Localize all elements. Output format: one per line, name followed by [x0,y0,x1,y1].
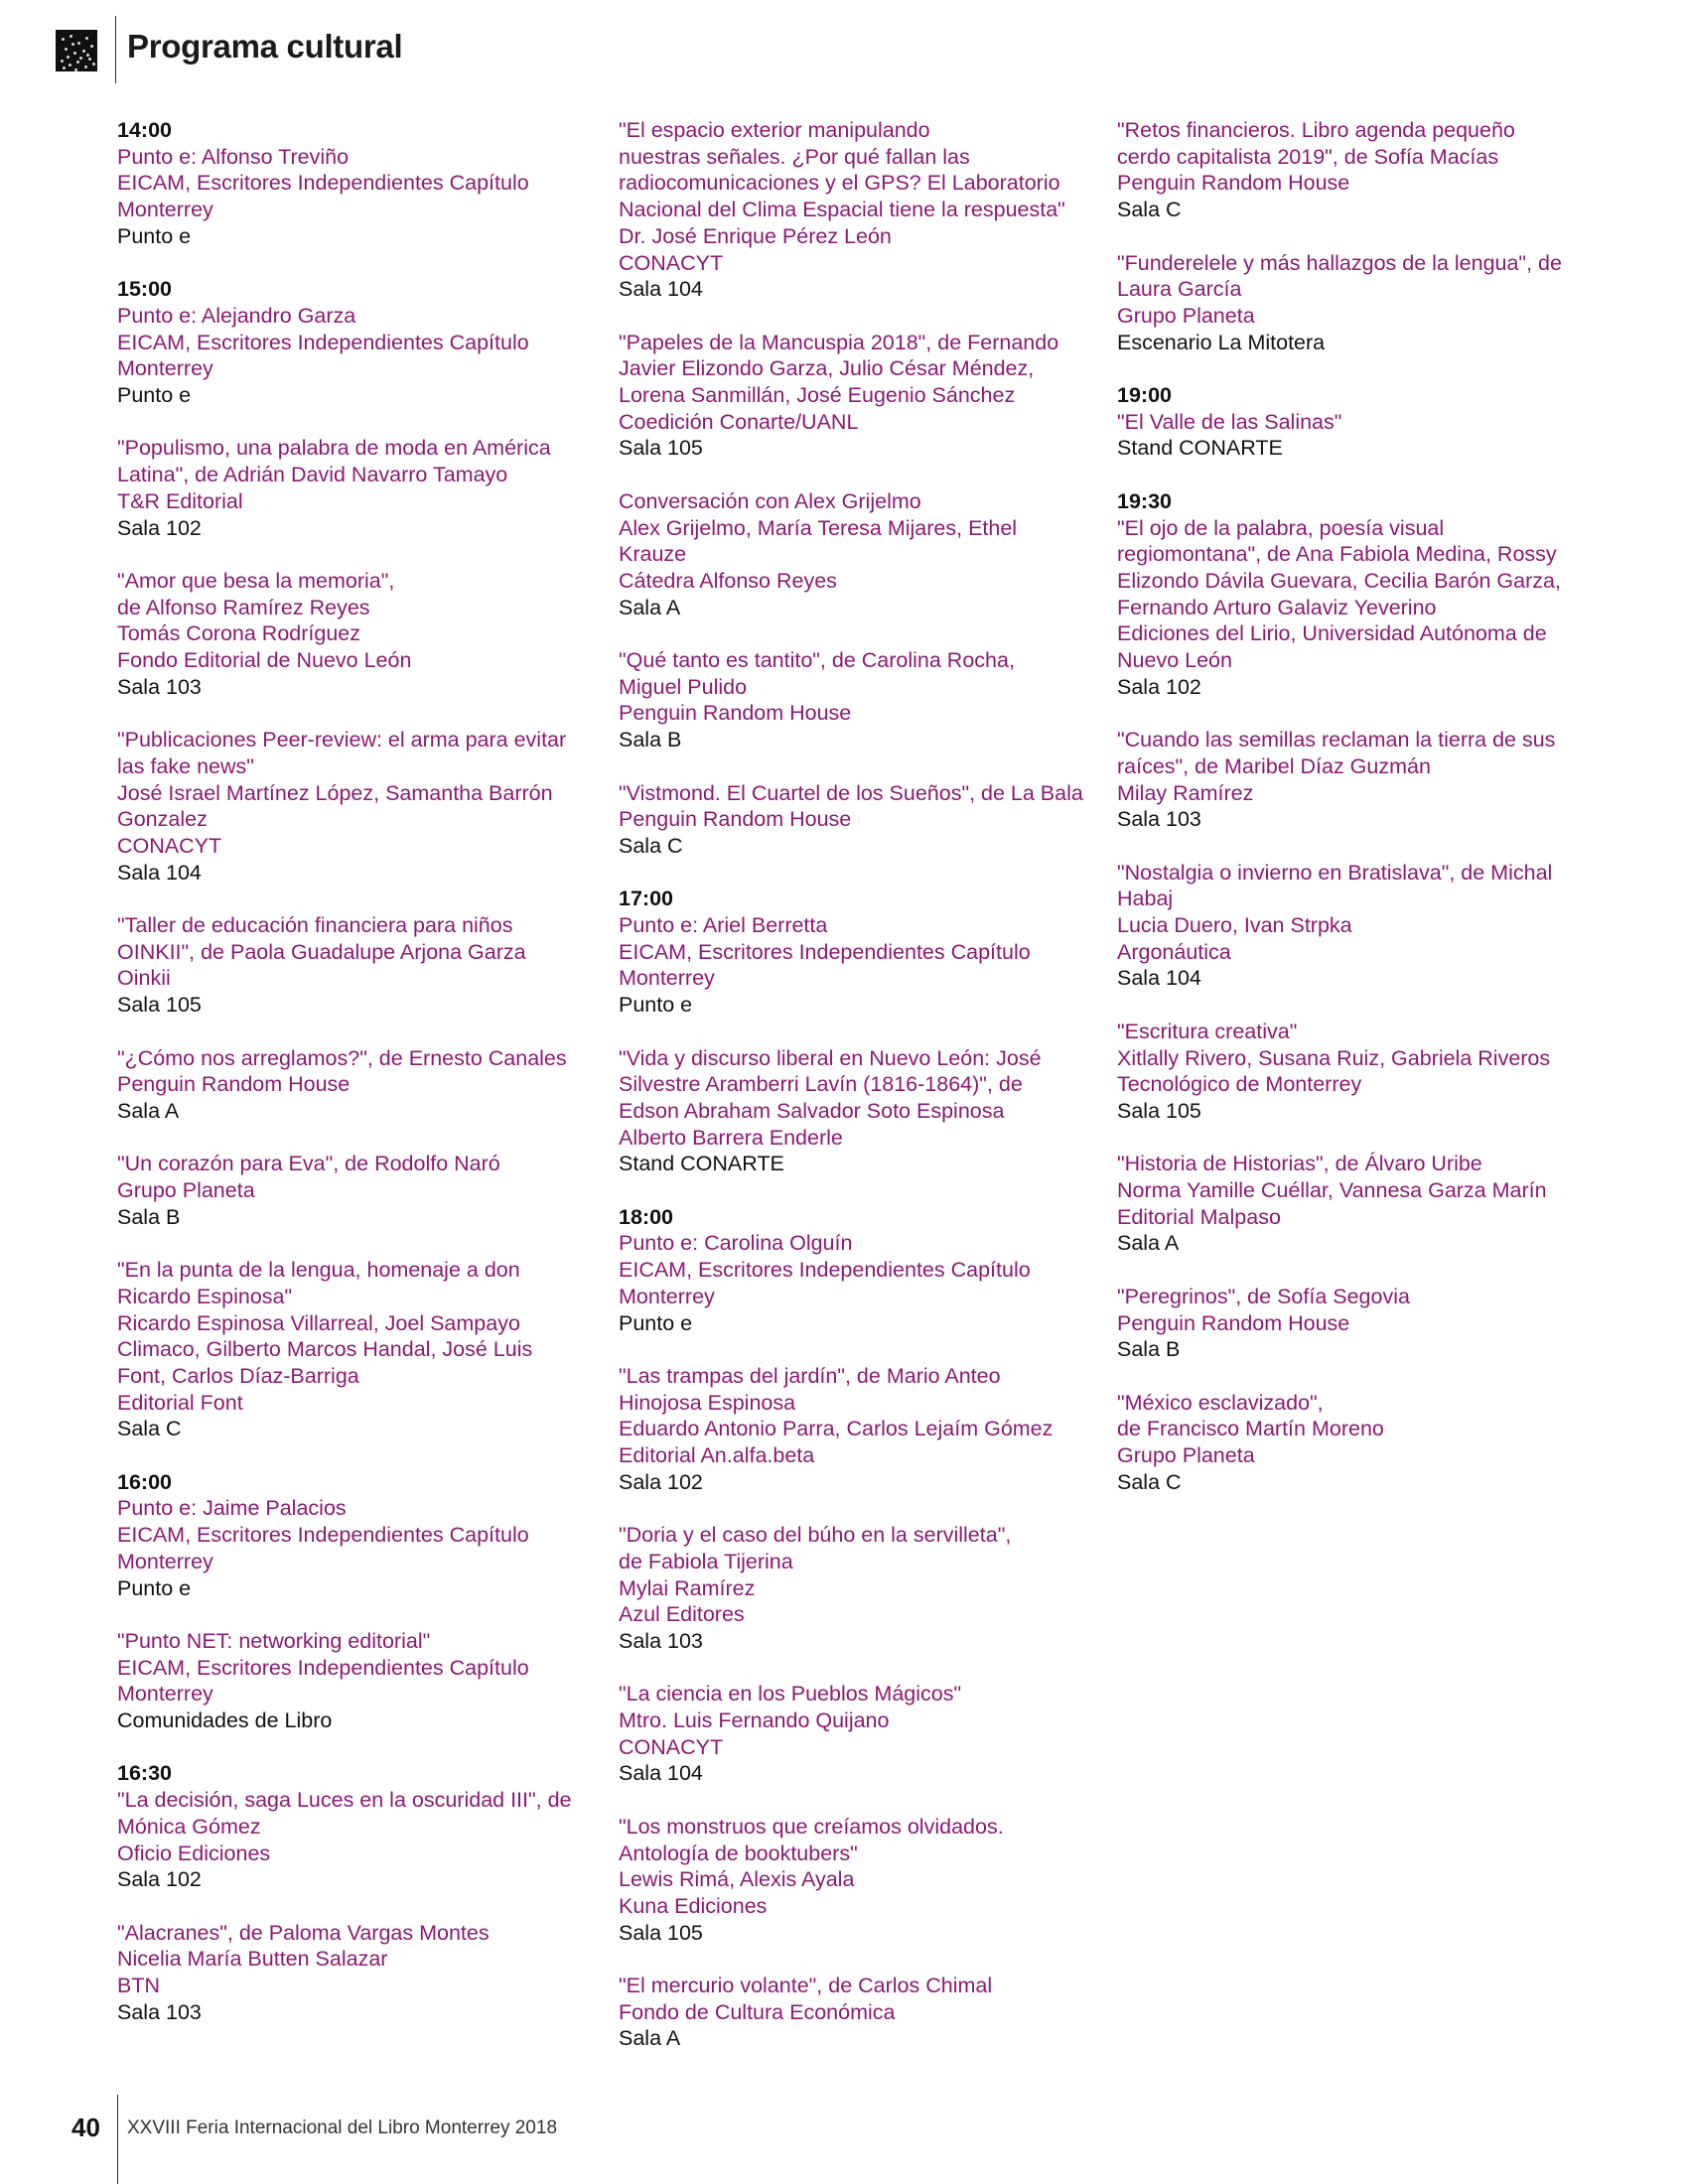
entry-spacer [619,1787,1085,1814]
event-detail: Fernando Arturo Galaviz Yeverino [1117,595,1437,619]
event-detail: nuestras señales. ¿Por qué fallan las [619,144,970,169]
event-entry [1117,250,1584,356]
event-detail: EICAM, Escritores Independientes Capítulo [117,330,529,354]
event-detail: Nacional del Clima Espacial tiene la respuesta" [619,198,1065,222]
footer-event-title: XXVIII Feria Internacional del Libro Monterrey 2018 [127,2117,558,2138]
entry-spacer [1117,1125,1584,1152]
event-entry [117,1920,584,2026]
event-detail: "El ojo de la palabra, poesía visual [1117,515,1445,540]
event-detail: Silvestre Aramberri Lavín (1816-1864)", de [619,1072,1023,1097]
event-detail: cerdo capitalista 2019", de Sofía Macías [1117,144,1499,169]
event-detail: Oficio Ediciones [117,1841,271,1865]
entry-spacer [117,1601,584,1628]
event-detail: Elizondo Dávila Guevara, Cecilia Barón Garza, [1117,568,1561,593]
event-venue: Sala C [1117,198,1182,222]
event-detail: Gonzalez [117,807,208,832]
time-slot-heading: 19:30 [1117,488,1172,513]
event-detail: Lewis Rimá, Alexis Ayala [619,1867,855,1892]
event-entry [117,1469,584,1602]
event-venue: Sala 103 [117,1999,202,2024]
event-detail: "Qué tanto es tantito", de Carolina Rocha, [619,648,1015,673]
event-detail: Punto e: Alfonso Treviño [117,144,350,169]
event-detail: Argonáutica [1117,939,1231,964]
entry-spacer [1117,700,1584,727]
event-venue: Sala 105 [619,1920,703,1945]
event-detail: Ricardo Espinosa Villarreal, Joel Sampayo [117,1310,520,1335]
event-detail: Grupo Planeta [117,1178,255,1203]
event-detail: "Taller de educación financiera para niños [117,913,513,938]
event-detail: Penguin Random House [619,701,852,726]
event-detail: Nicelia María Butten Salazar [117,1947,388,1972]
event-venue: Comunidades de Libro [117,1708,333,1733]
entry-spacer [117,541,584,568]
event-venue: Sala 102 [117,515,202,540]
time-slot-heading: 19:00 [1117,383,1172,407]
event-entry [117,1760,584,1893]
event-detail: Punto e: Ariel Berretta [619,913,828,938]
event-detail: radiocomunicaciones y el GPS? El Laboratorio [619,171,1060,196]
event-detail: "México esclavizado", [1117,1390,1324,1415]
event-detail: Dr. José Enrique Pérez León [619,223,892,248]
event-detail: "¿Cómo nos arreglamos?", de Ernesto Canales [117,1045,567,1070]
event-entry [619,1681,1085,1787]
event-venue: Sala 105 [117,993,202,1018]
event-venue: Sala B [1117,1337,1181,1362]
event-detail: "Un corazón para Eva", de Rodolfo Naró [117,1152,500,1176]
event-detail: Mónica Gómez [117,1814,261,1839]
event-detail: de Fabiola Tijerina [619,1549,793,1573]
fil-logo-icon [56,30,97,71]
event-venue: Stand CONARTE [619,1152,784,1176]
event-detail: EICAM, Escritores Independientes Capítulo [619,939,1031,964]
event-venue: Sala A [1117,1231,1180,1256]
entry-spacer [1117,992,1584,1019]
entry-spacer [1117,462,1584,488]
event-detail: "Escritura creativa" [1117,1019,1298,1043]
event-venue: Sala C [619,833,683,858]
entry-spacer [619,620,1085,647]
event-detail: "Historia de Historias", de Álvaro Uribe [1117,1152,1482,1176]
event-entry [1117,860,1584,993]
entry-spacer [117,1734,584,1761]
event-entry [117,912,584,1019]
event-detail: "Las trampas del jardín", de Mario Anteo [619,1363,1001,1388]
event-entry [117,568,584,701]
event-entry [1117,727,1584,833]
event-detail: Penguin Random House [1117,1310,1350,1335]
event-entry [117,1045,584,1125]
event-detail: T&R Editorial [117,488,243,513]
event-detail: "Retos financieros. Libro agenda pequeño [1117,118,1515,142]
event-venue: Sala 105 [619,436,703,461]
event-detail: CONACYT [117,833,222,858]
event-venue: Sala A [619,2026,681,2051]
event-detail: "Vida y discurso liberal en Nuevo León: José [619,1045,1042,1070]
event-entry [117,1151,584,1230]
event-entry [117,117,584,250]
event-venue: Sala C [117,1417,182,1441]
event-entry [619,488,1085,621]
event-entry [619,1973,1085,2052]
event-detail: Editorial An.alfa.beta [619,1443,815,1468]
event-venue: Punto e [619,1310,693,1335]
entry-spacer [619,1946,1085,1973]
event-detail: Monterrey [117,198,213,222]
event-detail: Grupo Planeta [1117,1443,1255,1468]
event-detail: Penguin Random House [1117,171,1350,196]
time-slot-heading: 17:00 [619,887,673,911]
event-detail: Javier Elizondo Garza, Julio César Méndez, [619,356,1035,381]
event-detail: "El mercurio volante", de Carlos Chimal [619,1974,993,1998]
event-detail: Alberto Barrera Enderle [619,1125,843,1150]
event-detail: Kuna Ediciones [619,1893,768,1918]
event-detail: Monterrey [117,356,213,381]
event-entry [619,330,1085,463]
event-detail: Xitlally Rivero, Susana Ruiz, Gabriela Riveros [1117,1045,1551,1070]
event-detail: Tomás Corona Rodríguez [117,621,360,646]
event-detail: José Israel Martínez López, Samantha Barrón [117,780,553,805]
event-entry [619,1363,1085,1496]
event-entry [1117,488,1584,701]
time-slot-heading: 16:00 [117,1469,172,1494]
event-detail: "Doria y el caso del búho en la servilleta", [619,1523,1012,1548]
event-detail: Penguin Random House [619,807,852,832]
event-detail: "Funderelele y más hallazgos de la lengua", de [1117,250,1562,275]
event-venue: Sala B [619,728,682,752]
event-detail: Monterrey [117,1549,213,1573]
event-detail: Monterrey [619,966,715,991]
event-entry [619,1204,1085,1337]
event-detail: Ricardo Espinosa" [117,1284,293,1308]
event-detail: Krauze [619,542,687,567]
entry-spacer [619,1177,1085,1204]
event-detail: EICAM, Escritores Independientes Capítulo [619,1258,1031,1283]
event-detail: "Papeles de la Mancuspia 2018", de Fernando [619,330,1059,354]
event-detail: Mtro. Luis Fernando Quijano [619,1708,890,1733]
event-detail: Oinkii [117,966,171,991]
event-detail: "Amor que besa la memoria", [117,568,395,593]
entry-spacer [1117,1363,1584,1390]
event-entry [619,780,1085,860]
entry-spacer [619,753,1085,780]
event-venue: Sala 104 [619,1761,703,1786]
program-column-2 [619,117,1085,2052]
entry-spacer [619,1019,1085,1045]
event-detail: "Nostalgia o invierno en Bratislava", de Michal [1117,860,1553,885]
event-detail: Punto e: Alejandro Garza [117,303,356,328]
event-detail: Azul Editores [619,1602,745,1627]
event-entry [619,117,1085,303]
event-detail: "Los monstruos que creíamos olvidados. [619,1814,1004,1839]
event-detail: Latina", de Adrián David Navarro Tamayo [117,463,508,487]
event-detail: Lucia Duero, Ivan Strpka [1117,913,1352,938]
event-detail: Monterrey [619,1284,715,1308]
event-detail: Punto e: Jaime Palacios [117,1496,347,1521]
event-entry [619,1045,1085,1178]
event-entry [117,435,584,541]
event-detail: "Vistmond. El Cuartel de los Sueños", de La Bala [619,780,1083,805]
event-detail: "El Valle de las Salinas" [1117,409,1342,434]
event-detail: "Alacranes", de Paloma Vargas Montes [117,1920,490,1945]
event-entry [1117,1390,1584,1496]
event-detail: Climaco, Gilberto Marcos Handal, José Luis [117,1337,533,1362]
event-detail: "El espacio exterior manipulando [619,118,930,142]
event-venue: Stand CONARTE [1117,436,1283,461]
entry-spacer [117,1442,584,1469]
event-detail: Miguel Pulido [619,674,748,699]
event-entry [619,886,1085,1019]
event-detail: Milay Ramírez [1117,780,1254,805]
event-detail: CONACYT [619,1734,724,1759]
event-detail: Laura García [1117,277,1242,302]
event-entry [1117,1019,1584,1125]
time-slot-heading: 15:00 [117,277,172,302]
event-detail: de Alfonso Ramírez Reyes [117,595,370,619]
event-detail: "La ciencia en los Pueblos Mágicos" [619,1682,962,1706]
event-venue: Sala A [619,595,681,619]
entry-spacer [619,303,1085,330]
event-detail: Monterrey [117,1682,213,1706]
event-detail: "Punto NET: networking editorial" [117,1628,431,1653]
page-number: 40 [71,2113,100,2142]
event-detail: Cátedra Alfonso Reyes [619,568,837,593]
event-detail: Habaj [1117,887,1174,911]
entry-spacer [117,1019,584,1045]
event-detail: Fondo Editorial de Nuevo León [117,648,412,673]
event-detail: Hinojosa Espinosa [619,1390,796,1415]
entry-spacer [117,700,584,727]
event-detail: Font, Carlos Díaz-Barriga [117,1363,359,1388]
event-detail: Coedición Conarte/UANL [619,409,859,434]
event-detail: Fondo de Cultura Económica [619,1999,896,2024]
event-detail: Editorial Malpaso [1117,1204,1281,1229]
entry-spacer [1117,223,1584,250]
event-venue: Escenario La Mitotera [1117,330,1326,354]
event-venue: Punto e [117,223,192,248]
time-slot-heading: 18:00 [619,1204,673,1229]
event-venue: Sala 103 [1117,807,1201,832]
event-detail: Edson Abraham Salvador Soto Espinosa [619,1098,1005,1123]
event-venue: Sala 102 [1117,674,1201,699]
event-detail: Antología de booktubers" [619,1841,858,1865]
event-detail: Nuevo León [1117,648,1232,673]
event-venue: Sala 103 [117,674,202,699]
event-detail: "Publicaciones Peer-review: el arma para evitar [117,728,567,752]
event-venue: Sala C [1117,1469,1182,1494]
event-detail: EICAM, Escritores Independientes Capítulo [117,1655,529,1680]
entry-spacer [1117,1257,1584,1284]
program-column-1 [117,117,584,2025]
entry-spacer [117,1893,584,1920]
event-venue: Sala 103 [619,1628,703,1653]
event-detail: Tecnológico de Monterrey [1117,1072,1362,1097]
event-entry [619,1522,1085,1655]
entry-spacer [619,462,1085,488]
entry-spacer [1117,355,1584,382]
event-detail: CONACYT [619,250,724,275]
event-detail: Ediciones del Lirio, Universidad Autónoma de [1117,621,1547,646]
event-detail: "Populismo, una palabra de moda en América [117,436,551,461]
event-venue: Punto e [117,383,192,408]
event-detail: "La decisión, saga Luces en la oscuridad III", de [117,1788,572,1813]
event-detail: "Cuando las semillas reclaman la tierra de sus [1117,728,1556,752]
event-venue: Sala 104 [1117,966,1201,991]
time-slot-heading: 14:00 [117,118,172,142]
event-venue: Sala 102 [117,1867,202,1892]
event-entry [117,727,584,886]
entry-spacer [619,860,1085,887]
event-venue: Punto e [117,1575,192,1600]
event-detail: Punto e: Carolina Olguín [619,1231,853,1256]
entry-spacer [117,1125,584,1152]
entry-spacer [619,1495,1085,1522]
event-detail: EICAM, Escritores Independientes Capítulo [117,171,529,196]
event-venue: Sala A [117,1098,180,1123]
event-entry [619,647,1085,753]
event-entry [117,276,584,409]
event-detail: Norma Yamille Cuéllar, Vannesa Garza Marín [1117,1178,1547,1203]
event-venue: Sala 104 [619,277,703,302]
event-venue: Sala 102 [619,1469,703,1494]
event-detail: Penguin Random House [117,1072,351,1097]
event-entry [117,1257,584,1442]
event-detail: OINKII", de Paola Guadalupe Arjona Garza [117,939,526,964]
event-detail: BTN [117,1974,160,1998]
event-detail: Eduardo Antonio Parra, Carlos Lejaím Gómez [619,1417,1054,1441]
event-detail: Editorial Font [117,1390,243,1415]
event-detail: Conversación con Alex Grijelmo [619,488,921,513]
event-venue: Sala B [117,1204,181,1229]
event-detail: EICAM, Escritores Independientes Capítulo [117,1523,529,1548]
event-detail: las fake news" [117,753,254,778]
time-slot-heading: 16:30 [117,1761,172,1786]
event-detail: Grupo Planeta [1117,303,1255,328]
event-detail: "En la punta de la lengua, homenaje a don [117,1258,520,1283]
event-entry [1117,117,1584,223]
program-column-3 [1117,117,1584,1495]
event-detail: de Francisco Martín Moreno [1117,1417,1384,1441]
event-detail: Lorena Sanmillán, José Eugenio Sánchez [619,383,1016,408]
event-venue: Punto e [619,993,693,1018]
event-entry [1117,382,1584,462]
entry-spacer [117,886,584,912]
event-detail: Alex Grijelmo, María Teresa Mijares, Ethel [619,515,1018,540]
entry-spacer [117,250,584,277]
entry-spacer [619,1336,1085,1363]
event-detail: raíces", de Maribel Díaz Guzmán [1117,753,1431,778]
event-detail: regiomontana", de Ana Fabiola Medina, Rossy [1117,542,1557,567]
event-entry [1117,1284,1584,1363]
event-entry [1117,1151,1584,1257]
footer-divider [117,2095,118,2184]
event-venue: Sala 105 [1117,1098,1201,1123]
entry-spacer [117,409,584,436]
entry-spacer [619,1655,1085,1682]
event-entry [117,1628,584,1734]
event-entry [619,1814,1085,1947]
header-divider [115,16,116,83]
event-detail: "Peregrinos", de Sofía Segovia [1117,1284,1410,1308]
event-venue: Sala 104 [117,860,202,885]
entry-spacer [1117,833,1584,860]
event-detail: Mylai Ramírez [619,1575,756,1600]
page-title: Programa cultural [127,28,403,65]
entry-spacer [117,1230,584,1257]
